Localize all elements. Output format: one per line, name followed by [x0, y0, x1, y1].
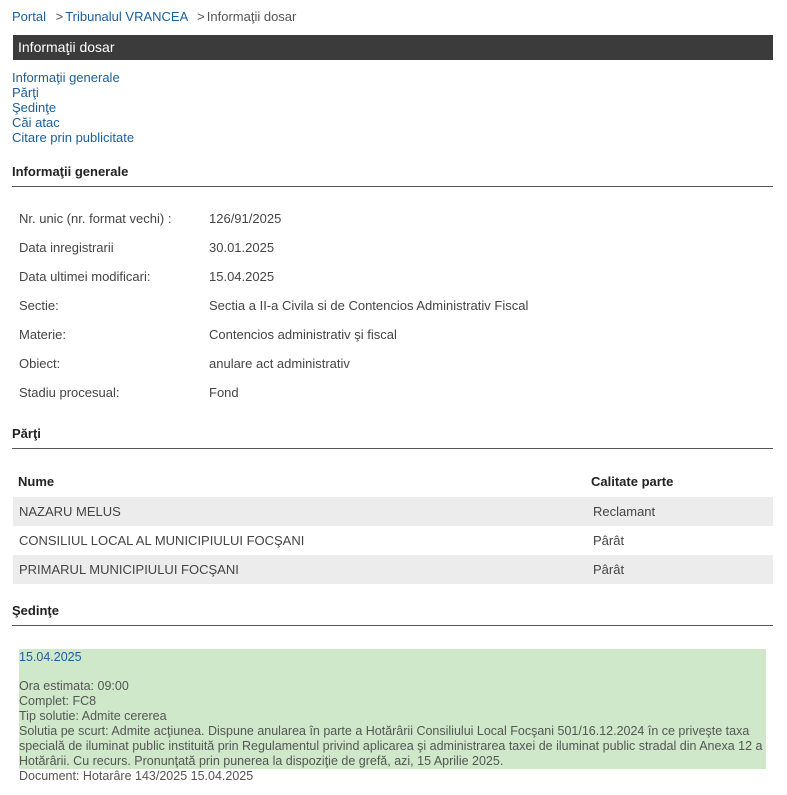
link-parties[interactable]: Părţi — [12, 85, 39, 100]
party-role: Pârât — [593, 562, 625, 577]
link-public-summons[interactable]: Citare prin publicitate — [12, 130, 135, 145]
session-panel: Complet: FC8 — [19, 694, 97, 708]
info-value: 15.04.2025 — [209, 269, 275, 284]
info-row-stage — [19, 385, 239, 400]
column-header-name: Nume — [18, 474, 55, 489]
breadcrumb — [12, 9, 296, 25]
info-value: 30.01.2025 — [209, 240, 275, 255]
link-general-info[interactable]: Informaţii generale — [12, 70, 120, 85]
table-row — [13, 497, 773, 526]
breadcrumb-court[interactable]: Tribunalul VRANCEA — [65, 9, 188, 24]
info-row-last-modified — [19, 269, 274, 284]
breadcrumb-current: Informaţii dosar — [206, 9, 297, 24]
session-time: Ora estimata: 09:00 — [19, 679, 129, 693]
session-solution-summary: Solutia pe scurt: Admite acţiunea. Dispune anularea în parte a Hotărârii Consiliului Local Focşani 501/16.12.2024 în ce priveşte taxa specială de iluminat public instituită prin Regulamentul privind aplicarea şi administrarea taxei de iluminat public stradal din Anexa 12 a Hotărârii. Cu recurs. Pronunţată prin punerea la dispoziţie de grefă, azi, 15 Aprilie 2025. — [19, 724, 763, 768]
session-document: Document: Hotarâre 143/2025 15.04.2025 — [19, 769, 254, 783]
column-header-role: Calitate parte — [591, 474, 674, 489]
info-label: Data ultimei modificari: — [19, 269, 151, 284]
info-label: Materie: — [19, 327, 66, 342]
party-role: Pârât — [593, 533, 625, 548]
info-row-section — [19, 298, 528, 313]
breadcrumb-separator: > — [55, 9, 64, 24]
info-row-case-number — [19, 211, 281, 226]
parties-table-header — [13, 474, 773, 492]
session-entry — [19, 650, 769, 784]
info-value: 126/91/2025 — [209, 211, 282, 226]
party-name: PRIMARUL MUNICIPIULUI FOCŞANI — [19, 562, 239, 577]
info-row-matter — [19, 327, 397, 342]
section-links — [12, 70, 134, 145]
info-value: Sectia a II-a Civila si de Contencios Administrativ Fiscal — [209, 298, 529, 313]
info-label: Stadiu procesual: — [19, 385, 120, 400]
info-label: Nr. unic (nr. format vechi) : — [19, 211, 172, 226]
breadcrumb-portal[interactable]: Portal — [12, 9, 46, 24]
party-role: Reclamant — [593, 504, 656, 519]
party-name: NAZARU MELUS — [19, 504, 121, 519]
table-row — [13, 555, 773, 584]
info-label: Sectie: — [19, 298, 59, 313]
sessions-heading: Şedinţe — [12, 603, 773, 626]
info-label: Data inregistrarii — [19, 240, 114, 255]
general-info-heading: Informaţii generale — [12, 164, 773, 187]
info-label: Obiect: — [19, 356, 61, 371]
info-value: Contencios administrativ şi fiscal — [209, 327, 397, 342]
info-row-registration-date — [19, 240, 274, 255]
link-sessions[interactable]: Şedinţe — [12, 100, 57, 115]
info-value: anulare act administrativ — [209, 356, 350, 371]
info-value: Fond — [209, 385, 239, 400]
link-appeals[interactable]: Căi atac — [12, 115, 60, 130]
session-solution-type: Tip solutie: Admite cererea — [19, 709, 167, 723]
table-row — [13, 526, 773, 555]
page-title: Informaţii dosar — [13, 35, 773, 60]
info-row-object — [19, 356, 350, 371]
breadcrumb-separator: > — [197, 9, 205, 24]
parties-heading: Părţi — [12, 426, 773, 449]
session-date: 15.04.2025 — [19, 650, 82, 664]
party-name: CONSILIUL LOCAL AL MUNICIPIULUI FOCŞANI — [19, 533, 305, 548]
